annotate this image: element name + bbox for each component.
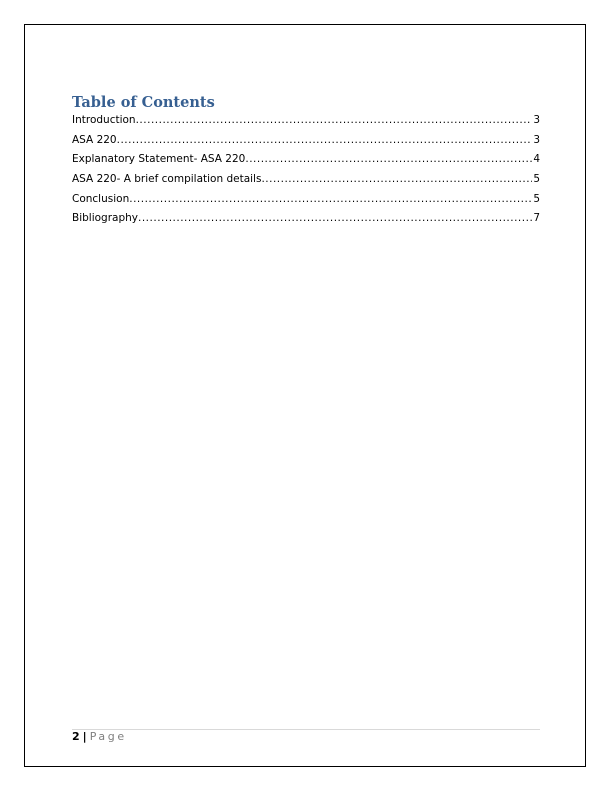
toc-dot-leader	[138, 211, 532, 226]
toc-entry-page: 5	[533, 173, 540, 186]
toc-dot-leader	[245, 152, 532, 167]
toc-dot-leader	[261, 172, 532, 187]
footer-page-number: 2	[72, 730, 80, 743]
toc-dot-leader	[129, 192, 532, 207]
toc-entry-page: 5	[533, 192, 540, 205]
toc-entry-page: 4	[533, 153, 540, 166]
footer-divider	[72, 729, 540, 730]
toc-entry-brief-compilation[interactable]	[72, 172, 540, 192]
toc-title: Table of Contents	[72, 94, 215, 111]
toc-entry-conclusion[interactable]	[72, 192, 540, 212]
toc-entry-introduction[interactable]	[72, 113, 540, 133]
toc-entry-label: Bibliography	[72, 212, 138, 225]
toc-entry-explanatory-statement[interactable]	[72, 152, 540, 172]
toc-entry-label: Explanatory Statement- ASA 220	[72, 153, 246, 166]
toc-entry-bibliography[interactable]	[72, 211, 540, 231]
toc-dot-leader	[136, 113, 533, 128]
toc-entry-label: ASA 220- A brief compilation details	[72, 173, 262, 186]
toc-entry-page: 7	[533, 212, 540, 225]
toc-entry-page: 3	[533, 133, 540, 146]
page-footer	[72, 730, 127, 744]
toc-entry-asa-220[interactable]	[72, 133, 540, 153]
toc-entry-page: 3	[533, 114, 540, 126]
toc-dot-leader	[117, 133, 533, 148]
footer-page-word: Page	[89, 730, 127, 743]
toc-entry-label: Introduction	[72, 114, 136, 126]
footer-separator: |	[82, 730, 87, 743]
toc-entry-label: ASA 220	[72, 133, 117, 146]
toc-list	[72, 113, 540, 231]
toc-entry-label: Conclusion	[72, 192, 130, 205]
